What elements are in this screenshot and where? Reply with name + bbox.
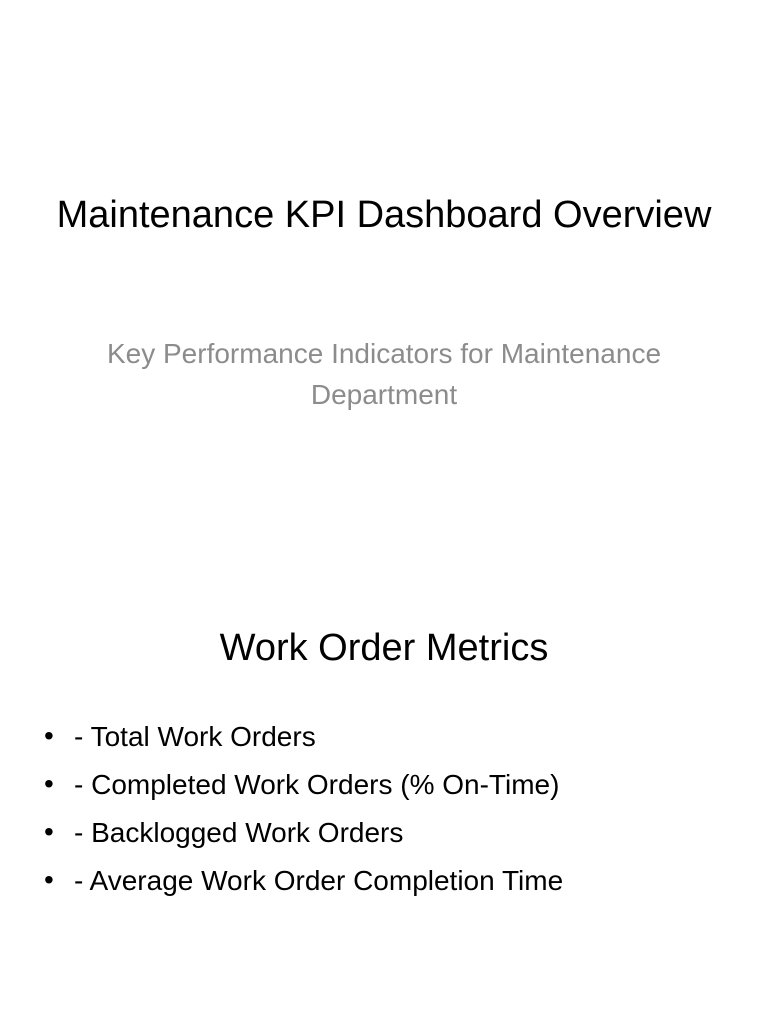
bullet-text: - Backlogged Work Orders (74, 817, 404, 848)
bullet-icon: • (44, 720, 54, 751)
slide-title-heading: Maintenance KPI Dashboard Overview (56, 194, 712, 236)
bullet-item (40, 761, 563, 809)
bullet-text: - Total Work Orders (74, 721, 316, 752)
bullet-icon: • (44, 864, 54, 895)
bullet-item (40, 809, 563, 857)
bullet-item (40, 857, 563, 905)
bullet-text: - Completed Work Orders (% On-Time) (74, 769, 560, 800)
slide-subtitle: Key Performance Indicators for Maintenance Department (106, 338, 662, 410)
bullet-item (40, 713, 563, 761)
slide-heading: Work Order Metrics (219, 627, 549, 669)
bullet-list (40, 713, 563, 905)
bullet-icon: • (44, 816, 54, 847)
bullet-text: - Average Work Order Completion Time (74, 865, 564, 896)
slide-work-order-metrics (0, 576, 768, 1024)
bullet-icon: • (44, 768, 54, 799)
